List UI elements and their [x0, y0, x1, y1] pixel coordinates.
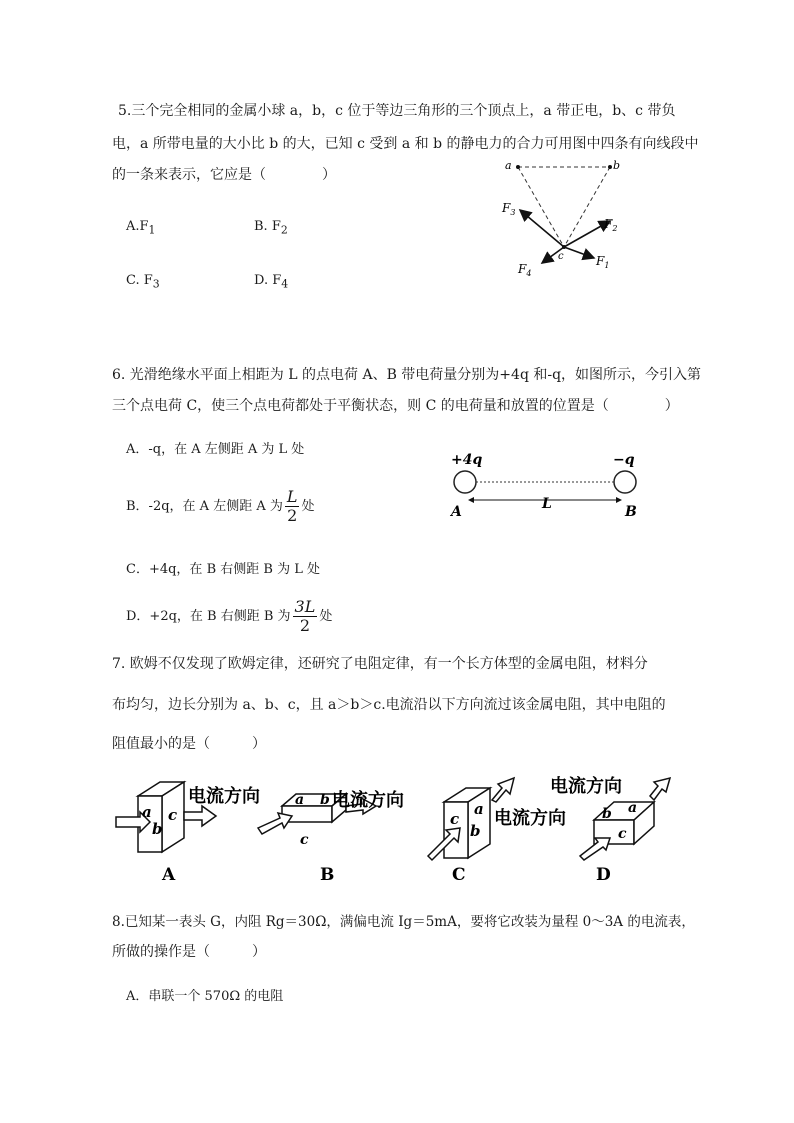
svg-text:c: c: [300, 832, 309, 848]
force-f1-arrow: [564, 247, 594, 258]
svg-text:a: a: [295, 792, 305, 808]
q8-line-1: 8.已知某一表头 G，内阻 Rg＝30Ω，满偏电流 Ig＝5mA，要将它改装为量程 0～3A 的电流表，: [112, 914, 695, 930]
direction-label-b: 电流方向: [332, 790, 404, 810]
q5-line-1: 5.三个完全相同的金属小球 a，b，c 位于等边三角形的三个顶点上，a 带正电，b、c 带负: [118, 103, 676, 119]
label-a: A: [451, 504, 462, 520]
q6-option-a: A．-q，在 A 左侧距 A 为 L 处: [126, 442, 305, 457]
f1-label: $F_1$: [596, 254, 610, 270]
svg-text:a: a: [142, 803, 152, 821]
q5-line-3: 的一条来表示，它应是（ ）: [112, 167, 336, 183]
fraction-l-over-2: $\frac{L}{2}$: [286, 487, 298, 525]
q5-line-2: 电，a 所带电量的大小比 b 的大，已知 c 受到 a 和 b 的静电力的合力可用图中四条有向线段中: [112, 136, 699, 152]
charge-b-sphere: [614, 471, 636, 493]
svg-text:a: a: [474, 800, 484, 818]
svg-text:c: c: [168, 806, 178, 824]
svg-text:b: b: [152, 820, 163, 838]
vertex-c-label: c: [558, 251, 564, 262]
q5-force-diagram: [500, 155, 640, 280]
svg-text:a: a: [628, 800, 638, 816]
fraction-3l-over-2: $\frac{3L}{2}$: [294, 597, 316, 635]
triangle-left-edge: [518, 167, 564, 247]
vertex-a-label: a: [505, 159, 512, 172]
q5-option-b: B. $F_2$: [254, 219, 288, 237]
panel-b: [258, 789, 404, 885]
q5-option-a: $A.F_1$: [126, 219, 156, 237]
f2-label: $F_2$: [604, 217, 618, 233]
q7-line-3: 阻值最小的是（ ）: [112, 736, 266, 752]
svg-text:b: b: [470, 822, 481, 840]
svg-text:b: b: [602, 806, 612, 822]
panel-d: [550, 775, 670, 885]
svg-text:c: c: [450, 810, 460, 828]
svg-text:b: b: [320, 792, 330, 808]
label-l: L: [542, 496, 552, 512]
q8-option-a: A．串联一个 570Ω 的电阻: [126, 989, 284, 1004]
q6-line-2: 三个点电荷 C，使三个点电荷都处于平衡状态，则 C 的电荷量和放置的位置是（ ）: [112, 398, 679, 414]
panel-label-b: B: [320, 865, 335, 885]
q8-line-2: 所做的操作是（ ）: [112, 944, 266, 960]
q5-option-d: D. $F_4$: [254, 273, 289, 291]
panel-c: [428, 778, 566, 885]
charge-a-sphere: [454, 471, 476, 493]
q7-resistor-diagrams: [110, 772, 690, 887]
label-b: B: [625, 504, 637, 520]
panel-a: [116, 782, 260, 885]
panel-label-c: C: [452, 865, 466, 885]
direction-label-c: 电流方向: [494, 808, 566, 828]
triangle-right-edge: [564, 167, 610, 247]
q6-option-c: C．+4q，在 B 右侧距 B 为 L 处: [126, 562, 320, 577]
f4-label: $F_4$: [518, 262, 532, 278]
vertex-b-label: b: [613, 159, 621, 172]
q6-charge-diagram: [445, 448, 645, 520]
force-f3-arrow: [520, 210, 564, 247]
charge-a-value: +4q: [451, 452, 483, 468]
svg-text:c: c: [618, 826, 627, 842]
q6-option-d: D．+2q，在 B 右侧距 B 为 $\frac{3L}{2}$ 处: [126, 597, 333, 635]
q5-option-c: C. $F_3$: [126, 273, 160, 291]
panel-label-a: A: [162, 865, 176, 885]
charge-b-value: −q: [613, 452, 635, 468]
q6-line-1: 6. 光滑绝缘水平面上相距为 L 的点电荷 A、B 带电荷量分别为+4q 和-q，如图所示，今引入第: [112, 367, 702, 383]
panel-label-d: D: [596, 865, 611, 885]
direction-label-a: 电流方向: [188, 786, 260, 806]
q7-line-1: 7. 欧姆不仅发现了欧姆定律，还研究了电阻定律，有一个长方体型的金属电阻，材料分: [112, 656, 648, 672]
q6-option-b: B．-2q，在 A 左侧距 A 为 $\frac{L}{2}$ 处: [126, 487, 315, 525]
q7-line-2: 布均匀，边长分别为 a、b、c，且 a＞b＞c.电流沿以下方向流过该金属电阻，其中电阻的: [112, 697, 666, 713]
f3-label: $F_3$: [502, 201, 516, 217]
direction-label-d: 电流方向: [550, 776, 622, 796]
